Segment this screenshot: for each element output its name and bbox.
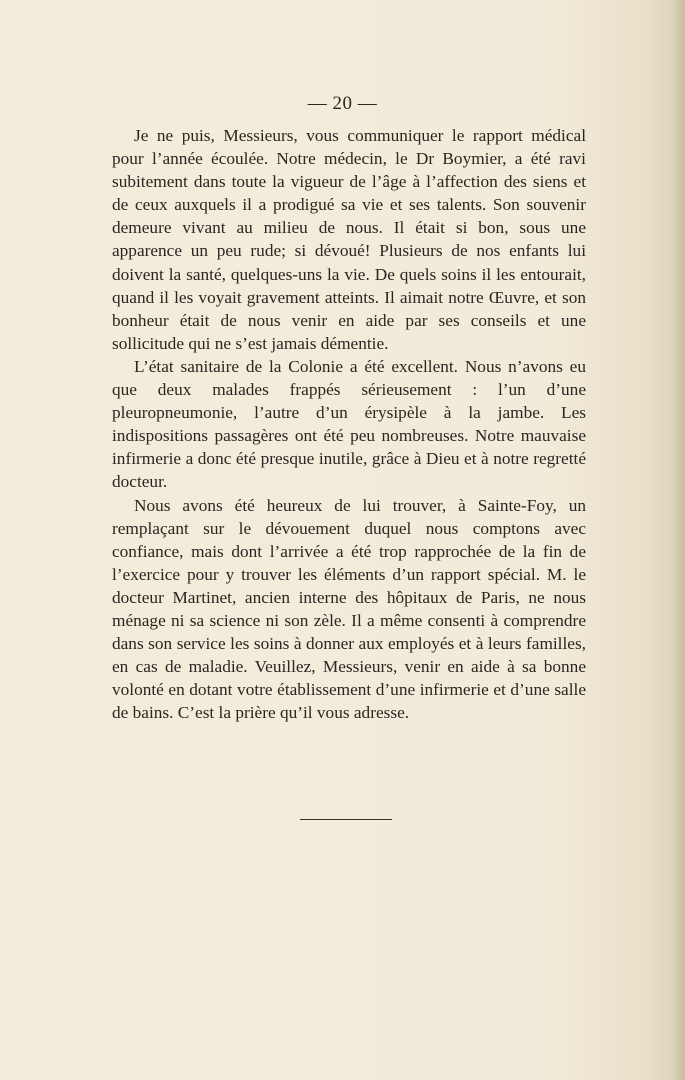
body-text: [112, 124, 586, 724]
paragraph-new-doctor: Nous avons été heureux de lui trouver, à Sainte-Foy, un remplaçant sur le dévouement duquel nous comptons avec confiance, mais dont l’arrivée a été trop rapprochée de la fin de l’exercice pour y trouver les éléments d’un rapport spécial. M. le docteur Martinet, ancien interne des hôpitaux de Paris, ne nous ménage ni sa science ni son zèle. Il a même consenti à comprendre dans son service les soins à donner aux employés et à leurs familles, en cas de maladie. Veuillez, Messieurs, venir en aide à sa bonne volonté en dotant votre établissement d’une infirmerie et d’une salle de bains. C’est la prière qu’il vous adresse.: [112, 495, 586, 723]
page-number: — 20 —: [307, 93, 378, 114]
page-edge-shadow: [671, 0, 685, 1080]
end-rule: [300, 819, 392, 820]
paragraph-health-state: L’état sanitaire de la Colonie a été excellent. Nous n’avons eu que deux malades frappés sérieusement : l’un d’une pleuropneumonie, l’autre d’un érysipèle à la jambe. Les indispositions passagères ont été peu nombreuses. Notre mauvaise infirmerie a donc été presque inutile, grâce à Dieu et à notre regretté docteur.: [112, 356, 586, 492]
paragraph-medical-report: Je ne puis, Messieurs, vous communiquer le rapport médical pour l’année écoulée. Notre médecin, le Dr Boymier, a été ravi subitement dans toute la vigueur de l’âge à l’affection des siens et de ceux auxquels il a prodigué sa vie et ses talents. Son souvenir demeure vivant au milieu de nous. Il était si bon, sous une apparence un peu rude; si dévoué! Plusieurs de nos enfants lui doivent la santé, quelques-uns la vie. De quels soins il les entourait, quand il les voyait gravement atteints. Il aimait notre Œuvre, et son bonheur était de nous venir en aide par ses conseils et une sollicitude qui ne s’est jamais démentie.: [112, 126, 586, 353]
